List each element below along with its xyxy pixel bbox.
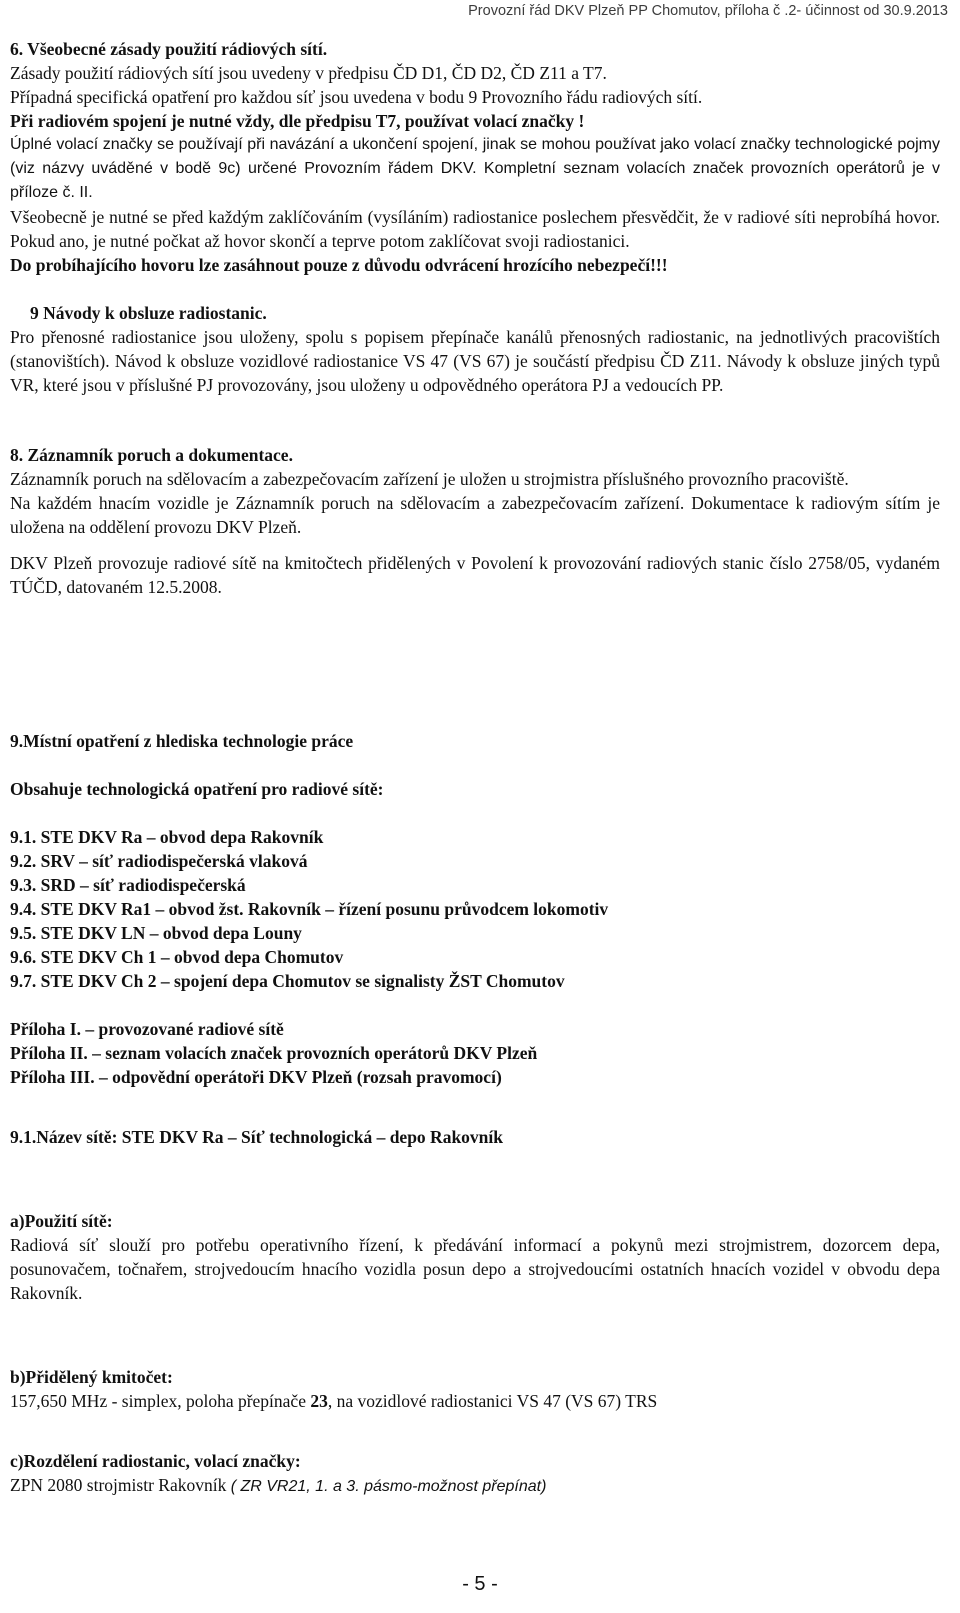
- frequency-text-pre: 157,650 MHz - simplex, poloha přepínače: [10, 1391, 311, 1411]
- attachment-item: Příloha III. – odpovědní operátoři DKV Plzeň (rozsah pravomocí): [10, 1067, 502, 1087]
- attachment-item: Příloha I. – provozované radiové sítě: [10, 1019, 284, 1039]
- spacer: [10, 1089, 940, 1125]
- attachment-item: Příloha II. – seznam volacích značek provozních operátorů DKV Plzeň: [10, 1043, 538, 1063]
- frequency-line: [10, 1389, 940, 1413]
- section-6-line-1: Zásady použití rádiových sítí jsou uvedeny v předpisu ČD D1, ČD D2, ČD Z11 a T7.: [10, 63, 607, 83]
- network-list-item: 9.2. SRV – síť radiodispečerská vlaková: [10, 851, 308, 871]
- network-list-item: 9.7. STE DKV Ch 2 – spojení depa Chomutov se signalisty ŽST Chomutov: [10, 971, 565, 991]
- section-6-paragraph-2: Všeobecně je nutné se před každým zaklíčováním (vysíláním) radiostanice poslechem přesvědčit, že v radiové síti neprobíhá hovor. Pokud ano, je nutné počkat až hovor skončí a teprve potom zaklíčovat svoji radiostanici.: [10, 207, 940, 251]
- frequency-text-post: , na vozidlové radiostanici VS 47 (VS 67) TRS: [327, 1391, 658, 1411]
- call-sign-note: ( ZR VR21, 1. a 3. pásmo-možnost přepínat): [230, 1478, 547, 1495]
- section-9-manuals-title: 9 Návody k obsluze radiostanic.: [30, 303, 267, 323]
- section-9-subtitle: Obsahuje technologická opatření pro radiové sítě:: [10, 779, 384, 799]
- section-6-bold-notice: Při radiovém spojení je nutné vždy, dle předpisu T7, používat volací značky !: [10, 111, 585, 131]
- section-9-1-title: 9.1.Název sítě: STE DKV Ra – Síť technologická – depo Rakovník: [10, 1127, 503, 1147]
- usage-heading: a)Použití sítě:: [10, 1211, 113, 1231]
- section-8-paragraph-2: Na každém hnacím vozidle je Záznamník poruch na sdělovacím a zabezpečovacím zařízení. Dokumentace k radiovým sítím je uložena na oddělení provozu DKV Plzeň.: [10, 493, 940, 537]
- spacer: [10, 539, 940, 551]
- spacer: [10, 753, 940, 777]
- document-body: [10, 37, 940, 1499]
- section-9-manuals-paragraph: Pro přenosné radiostanice jsou uloženy, spolu s popisem přepínače kanálů přenosných radiostanic, na jednotlivých pracovištích (stanovištích). Návod k obsluze vozidlové radiostanice VS 47 (VS 67) je součástí předpisu ČD Z11. Návody k obsluze jiných typů VR, které jsou v příslušné PJ provozovány, jsou uloženy u odpovědného operátora PJ a vedoucích PP.: [10, 327, 940, 395]
- network-list-item: 9.4. STE DKV Ra1 – obvod žst. Rakovník – řízení posunu průvodcem lokomotiv: [10, 899, 609, 919]
- call-sign-line: [10, 1473, 940, 1499]
- spacer: [10, 1413, 940, 1449]
- page-header: Provozní řád DKV Plzeň PP Chomutov, příloha č .2- účinnost od 30.9.2013: [468, 3, 948, 19]
- spacer: [10, 801, 940, 825]
- usage-paragraph: Radiová síť slouží pro potřebu operativního řízení, k předávání informací a pokynů mezi strojmistrem, dozorcem depa, posunovačem, točnařem, strojvedoucím hnacího vozidla posun depo a strojvedoucími ostatních hnacích vozidel v obvodu depa Rakovník.: [10, 1235, 940, 1303]
- network-list-item: 9.1. STE DKV Ra – obvod depa Rakovník: [10, 827, 324, 847]
- page-number: - 5 -: [462, 1573, 498, 1595]
- section-6-paragraph-1: Úplné volací značky se používají při navázání a ukončení spojení, jinak se mohou používat jako volací značky technologické pojmy (viz názvy uváděné v bodě 9c) určené Provozním řádem DKV. Kompletní seznam volacích značek provozních operátorů je v příloze č. II.: [10, 136, 940, 201]
- spacer: [10, 1305, 940, 1365]
- network-list-item: 9.5. STE DKV LN – obvod depa Louny: [10, 923, 302, 943]
- network-list-item: 9.6. STE DKV Ch 1 – obvod depa Chomutov: [10, 947, 344, 967]
- section-6-warning: Do probíhajícího hovoru lze zasáhnout pouze z důvodu odvrácení hrozícího nebezpečí!!!: [10, 255, 668, 275]
- spacer: [10, 599, 940, 729]
- network-list-item: 9.3. SRD – síť radiodispečerská: [10, 875, 246, 895]
- section-8-title: 8. Záznamník poruch a dokumentace.: [10, 445, 293, 465]
- section-6-title: 6. Všeobecné zásady použití rádiových sítí.: [10, 39, 328, 59]
- call-signs-heading: c)Rozdělení radiostanic, volací značky:: [10, 1451, 301, 1471]
- frequency-heading: b)Přidělený kmitočet:: [10, 1367, 173, 1387]
- spacer: [10, 397, 940, 443]
- spacer: [10, 1149, 940, 1209]
- spacer: [10, 277, 940, 301]
- section-6-line-2: Případná specifická opatření pro každou síť jsou uvedena v bodu 9 Provozního řádu radiových sítí.: [10, 87, 703, 107]
- call-sign-text: ZPN 2080 strojmistr Rakovník: [10, 1475, 231, 1495]
- switch-position: 23: [310, 1391, 328, 1411]
- section-9-title: 9.Místní opatření z hlediska technologie práce: [10, 731, 354, 751]
- spacer: [10, 993, 940, 1017]
- section-8-paragraph-1: Záznamník poruch na sdělovacím a zabezpečovacím zařízení je uložen u strojmistra příslušného provozního pracoviště.: [10, 469, 849, 489]
- section-8-paragraph-3: DKV Plzeň provozuje radiové sítě na kmitočtech přidělených v Povolení k provozování radiových stanic číslo 2758/05, vydaném TÚČD, datovaném 12.5.2008.: [10, 553, 940, 597]
